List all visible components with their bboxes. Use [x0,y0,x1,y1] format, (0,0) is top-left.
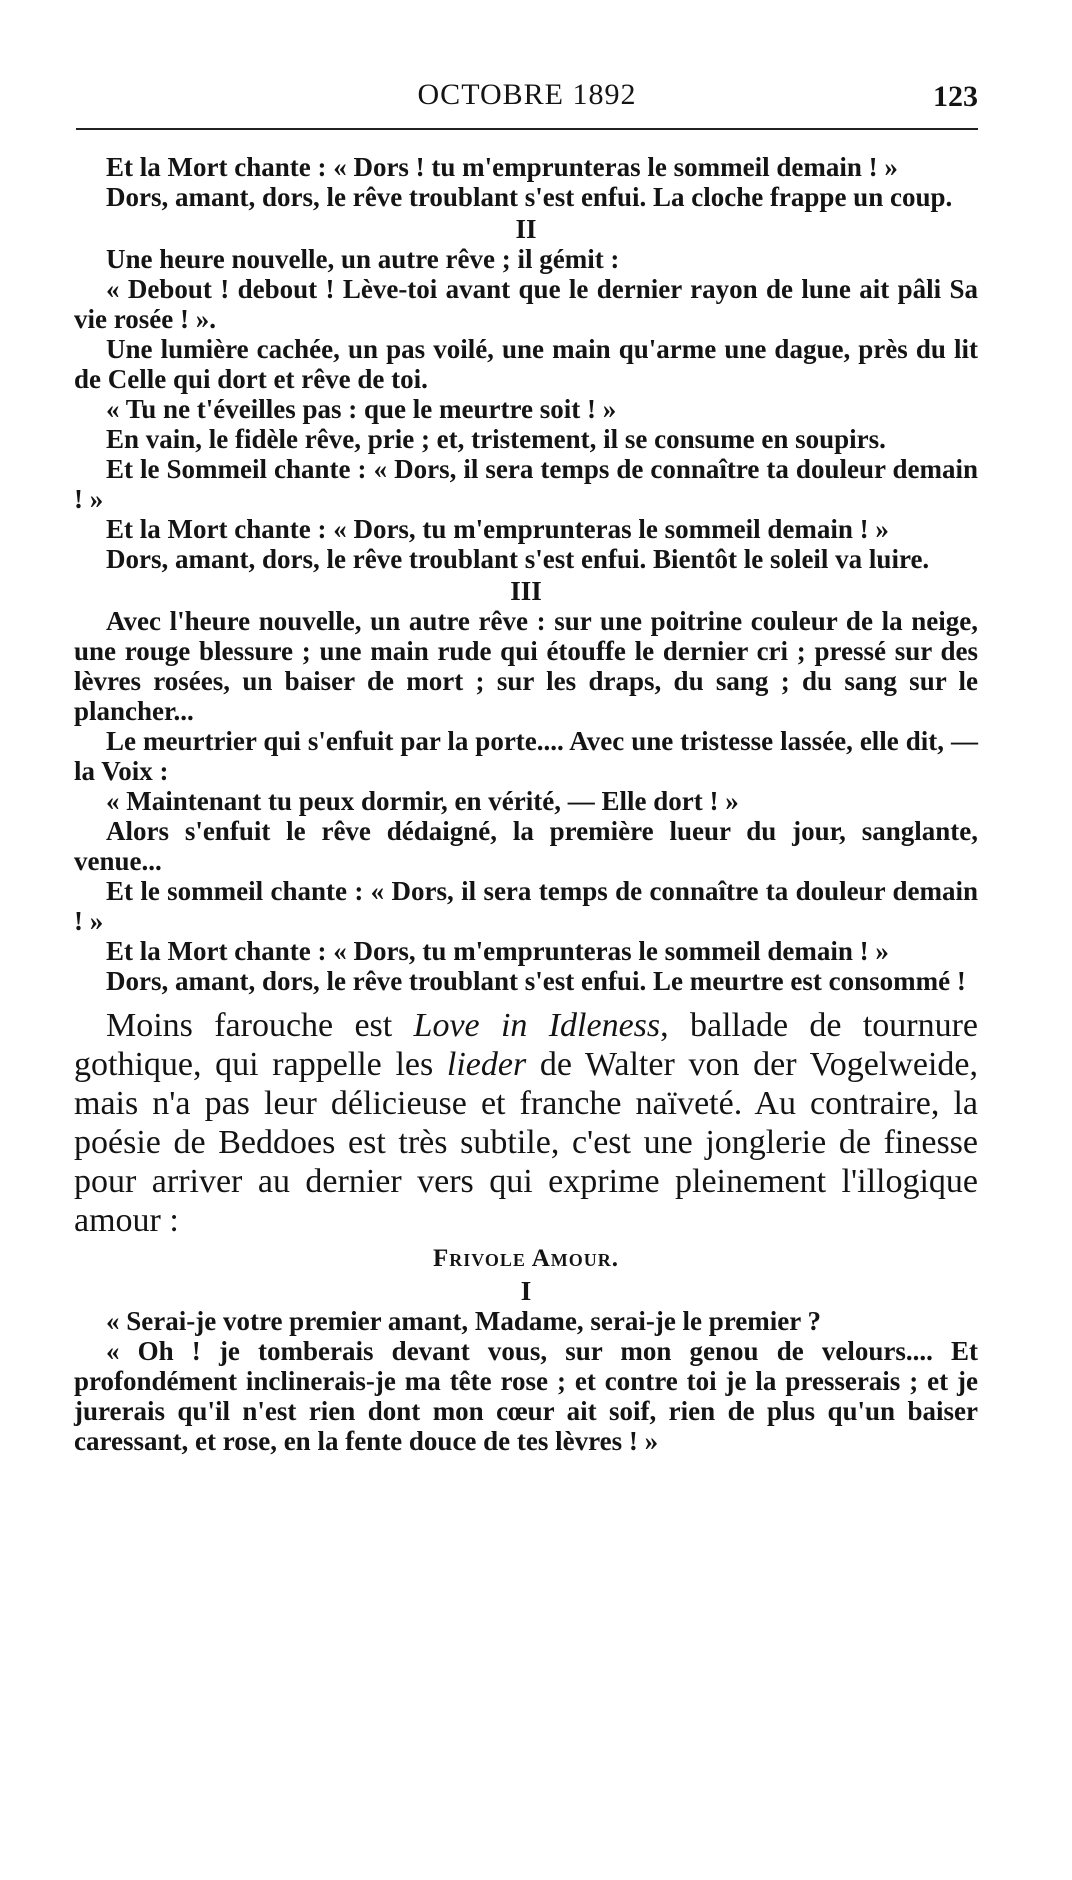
paragraph: Une lumière cachée, un pas voilé, une main qu'arme une dague, près du lit de Celle qui dort et rêve de toi. [74,334,978,394]
running-title: OCTOBRE 1892 [417,78,637,111]
body-text [74,152,978,1456]
header-rule [76,128,978,130]
section-number: III [510,576,542,606]
prose-text: de Walter von der Vogelweide, mais n'a pas leur délicieuse et franche naïveté. Au contraire, la poésie de Beddoes est très subtile, c'est une jonglerie de finesse pour arriver au dernier vers qui exprime pleinement l'illogique amour : [74,1046,979,1239]
prose-text: , ballade de tournure gothique, qui rappelle les [74,1007,978,1083]
section-number: I [520,1276,532,1306]
paragraph: Une heure nouvelle, un autre rêve ; il gémit : [106,244,620,274]
paragraph: « Tu ne t'éveilles pas : que le meurtre soit ! » [106,394,617,424]
paragraph: Alors s'enfuit le rêve dédaigné, la première lueur du jour, sanglante, venue... [74,816,978,876]
paragraph: Avec l'heure nouvelle, un autre rêve : sur une poitrine couleur de la neige, une rouge blessure ; une main rude qui étouffe le dernier cri ; pressé sur des lèvres rosées, un baiser de mort ; sur les draps, du sang ; du sang sur le plancher... [74,606,978,726]
section-number: II [515,214,537,244]
prose-paragraph [74,1006,978,1240]
paragraph: Le meurtrier qui s'enfuit par la porte.... Avec une tristesse lassée, elle dit, — la Voix : [74,726,978,786]
poem-stanza: « Serai-je votre premier amant, Madame, serai-je le premier ? [106,1306,822,1336]
page-number: 123 [933,80,978,113]
paragraph: Et le Sommeil chante : « Dors, il sera temps de connaître ta douleur demain ! » [74,454,978,514]
paragraph: Et la Mort chante : « Dors, tu m'emprunteras le sommeil demain ! » [106,936,889,966]
paragraph: Dors, amant, dors, le rêve troublant s'est enfui. Bientôt le soleil va luire. [106,544,930,574]
poem-title: Frivole Amour. [432,1245,620,1272]
running-header [76,74,978,124]
paragraph: Et la Mort chante : « Dors, tu m'emprunteras le sommeil demain ! » [106,514,889,544]
lieder-term: lieder [446,1046,527,1083]
paragraph: Dors, amant, dors, le rêve troublant s'est enfui. La cloche frappe un coup. [106,182,953,212]
poem-stanza: « Oh ! je tomberais devant vous, sur mon genou de velours.... Et profondément inclinerais-je ma tête rose ; et contre toi je la presserais ; et je jurerais qu'il n'est rien dont mon cœur ait soif, rien de plus qu'un baiser caressant, et rose, en la fente douce de tes lèvres ! » [74,1336,978,1456]
paragraph: En vain, le fidèle rêve, prie ; et, tristement, il se consume en soupirs. [106,424,886,454]
paragraph: Dors, amant, dors, le rêve troublant s'est enfui. Le meurtre est consommé ! [106,966,966,996]
paragraph: « Maintenant tu peux dormir, en vérité, — Elle dort ! » [106,786,739,816]
paragraph: « Debout ! debout ! Lève-toi avant que le dernier rayon de lune ait pâli Sa vie rosée ! ». [74,274,978,334]
work-title: Love in Idleness [413,1007,661,1044]
paragraph: Et le sommeil chante : « Dors, il sera temps de connaître ta douleur demain ! » [74,876,978,936]
paragraph: Et la Mort chante : « Dors ! tu m'emprunteras le sommeil demain ! » [106,152,898,182]
prose-text: Moins farouche est [106,1007,414,1044]
